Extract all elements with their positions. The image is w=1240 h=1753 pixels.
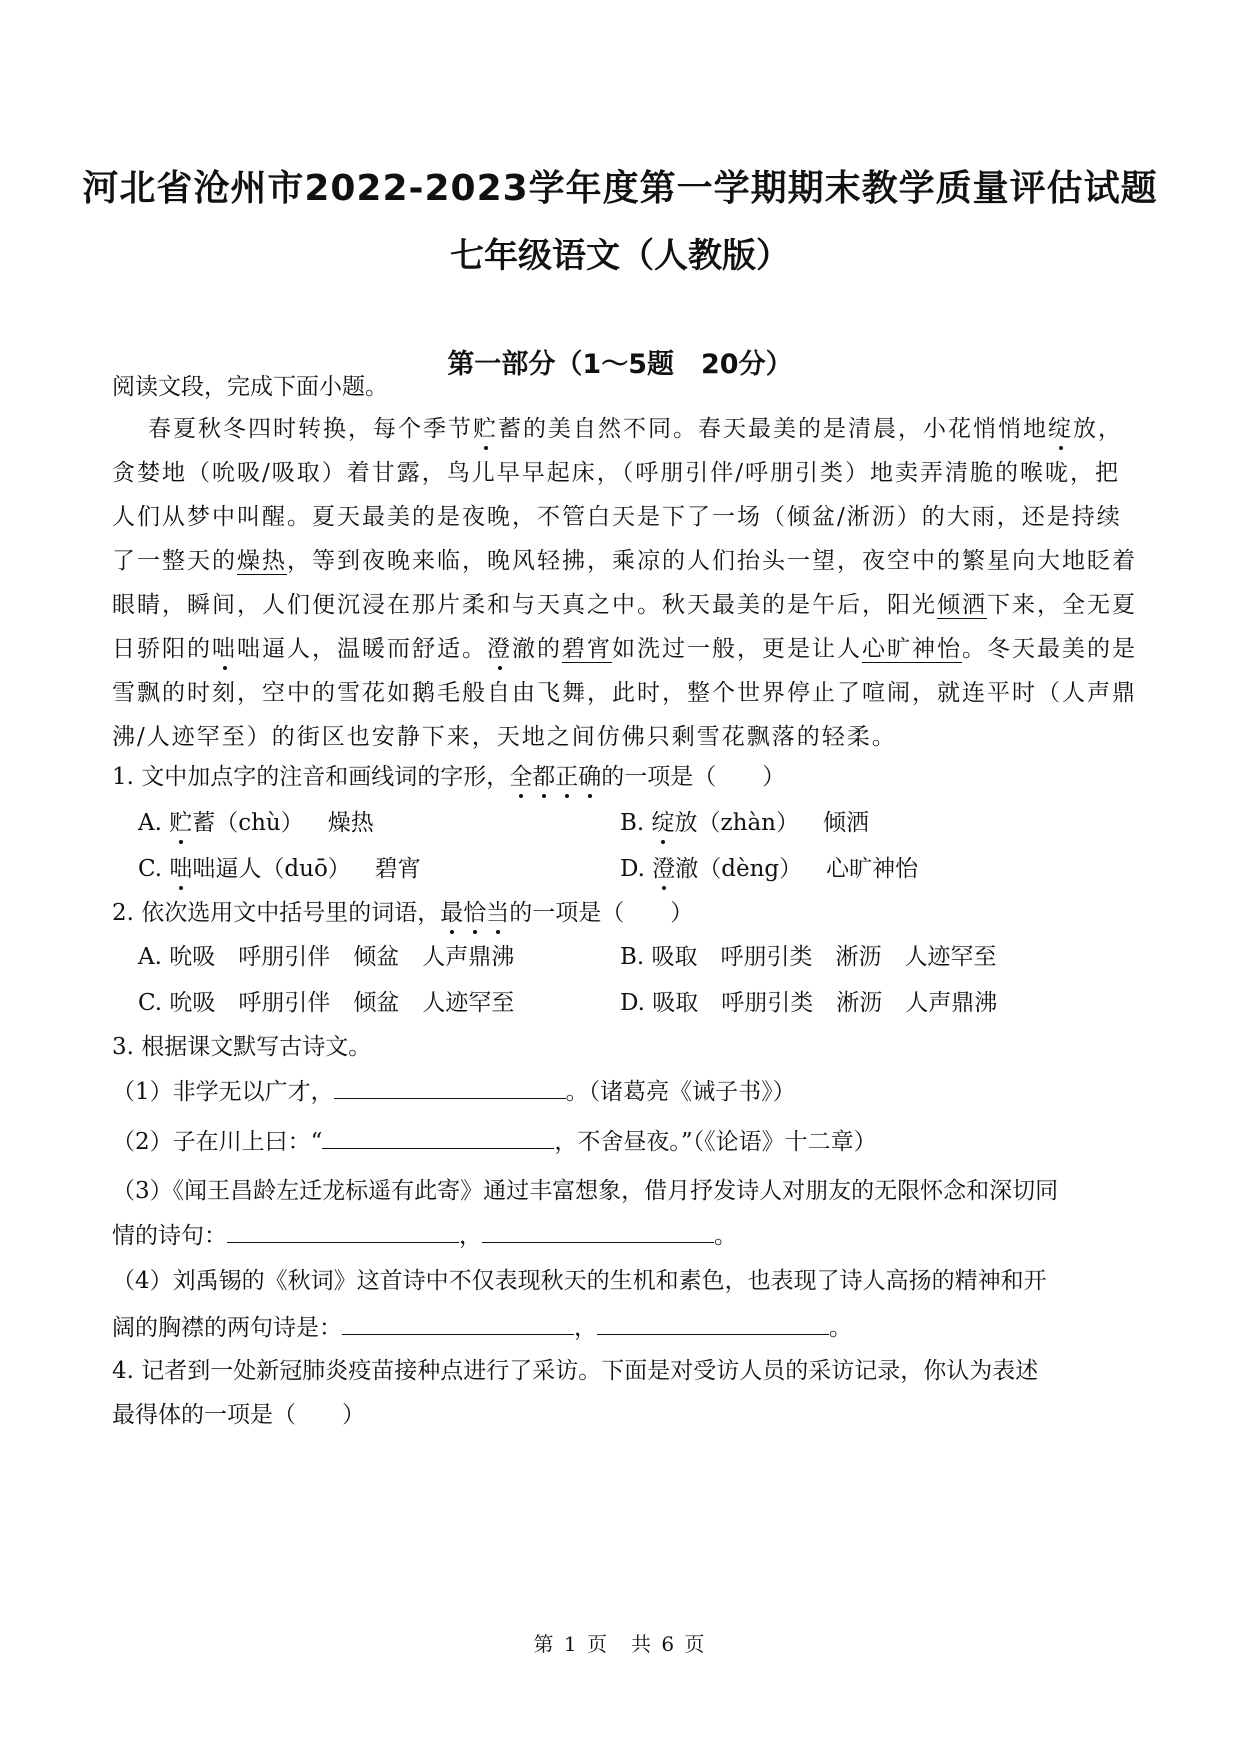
dotted-char: 澄 [652, 856, 676, 882]
question-1-option-a[interactable]: A. 贮蓄（chù） 燥热 [138, 810, 374, 836]
question-3-item-3-cont: 情的诗句： ， 。 [112, 1218, 737, 1253]
dotted-char: 恰 [463, 900, 487, 926]
passage-line: 人们从梦中叫醒。夏天最美的是夜晚，不管白天是下了一场（倾盆/淅沥）的大雨，还是持续 [112, 504, 1122, 530]
question-2-option-c[interactable]: C. 吮吸 呼朋引伴 倾盆 人迹罕至 [138, 990, 515, 1016]
passage-line: 春夏秋冬四时转换，每个季节贮蓄的美自然不同。春天最美的是清晨，小花悄悄地绽放， [148, 416, 1123, 442]
dotted-char: 全 [509, 764, 533, 790]
page-number: 第 1 页 共 6 页 [533, 1632, 707, 1656]
dotted-char: 贮 [473, 416, 498, 442]
passage-line: 雪飘的时刻，空中的雪花如鹅毛般自由飞舞，此时，整个世界停止了喧闹，就连平时（人声鼎 [112, 680, 1137, 706]
dotted-char: 当 [486, 900, 510, 926]
question-3-item-1: （1）非学无以广才， 。（诸葛亮《诫子书》） [112, 1074, 796, 1109]
dotted-char: 都 [532, 764, 556, 790]
answer-blank[interactable] [482, 1218, 714, 1243]
dotted-char: 最 [440, 900, 464, 926]
exam-subtitle: 七年级语文（人教版） [450, 236, 790, 276]
question-1-option-b[interactable]: B. 绽放（zhàn） 倾洒 [620, 810, 869, 836]
dotted-char: 咄 [169, 856, 193, 882]
underlined-word: 燥热 [237, 548, 287, 574]
answer-blank[interactable] [597, 1310, 829, 1335]
question-3-stem: 3. 根据课文默写古诗文。 [112, 1034, 372, 1060]
question-3-item-4: （4）刘禹锡的《秋词》这首诗中不仅表现秋天的生机和素色，也表现了诗人高扬的精神和开 [112, 1268, 1047, 1294]
underlined-word: 碧宵 [562, 636, 612, 662]
question-1-option-d[interactable]: D. 澄澈（dèng） 心旷神怡 [620, 856, 919, 882]
answer-blank[interactable] [322, 1124, 554, 1149]
question-2-option-a[interactable]: A. 吮吸 呼朋引伴 倾盆 人声鼎沸 [138, 944, 515, 970]
question-3-item-2: （2）子在川上曰：“ ，不舍昼夜。”（《论语》十二章） [112, 1124, 877, 1159]
passage-line: 沸/人迹罕至）的街区也安静下来，天地之间仿佛只剩雪花飘落的轻柔。 [112, 724, 897, 750]
part-title: 第一部分（1～5题 20分） [447, 349, 793, 380]
reading-instruction: 阅读文段，完成下面小题。 [112, 374, 388, 400]
question-3-item-4-cont: 阔的胸襟的两句诗是： ， 。 [112, 1310, 852, 1345]
dotted-char: 澄 [487, 636, 512, 662]
question-1-stem: 1. 文中加点字的注音和画线词的字形，全都正确的一项是（ ） [112, 764, 786, 790]
dotted-char: 贮 [169, 810, 193, 836]
question-4-stem: 4. 记者到一处新冠肺炎疫苗接种点进行了采访。下面是对受访人员的采访记录，你认为表述 [112, 1358, 1039, 1384]
question-3-item-3: （3）《闻王昌龄左迁龙标遥有此寄》通过丰富想象，借月抒发诗人对朋友的无限怀念和深切同 [112, 1178, 1059, 1204]
question-4-stem-cont: 最得体的一项是（ ） [112, 1402, 365, 1428]
question-2-option-b[interactable]: B. 吸取 呼朋引类 淅沥 人迹罕至 [620, 944, 997, 970]
answer-blank[interactable] [334, 1074, 566, 1099]
question-1-option-c[interactable]: C. 咄咄逼人（duō） 碧宵 [138, 856, 421, 882]
passage-line: 日骄阳的咄咄逼人，温暖而舒适。澄澈的碧宵如洗过一般，更是让人心旷神怡。冬天最美的是 [112, 636, 1137, 662]
passage-line: 贪婪地（吮吸/吸取）着甘露，鸟儿早早起床，（呼朋引伴/呼朋引类）地卖弄清脆的喉咙，把 [112, 460, 1120, 486]
underlined-word: 倾洒 [937, 592, 987, 618]
question-2-option-d[interactable]: D. 吸取 呼朋引类 淅沥 人声鼎沸 [620, 990, 998, 1016]
question-2-stem: 2. 依次选用文中括号里的词语，最恰当的一项是（ ） [112, 900, 694, 926]
answer-blank[interactable] [227, 1218, 459, 1243]
passage-line: 了一整天的燥热，等到夜晚来临，晚风轻拂，乘凉的人们抬头一望，夜空中的繁星向大地眨着 [112, 548, 1137, 574]
dotted-char: 咄 [212, 636, 237, 662]
answer-blank[interactable] [342, 1310, 574, 1335]
passage-line: 眼睛，瞬间，人们便沉浸在那片柔和与天真之中。秋天最美的是午后，阳光倾洒下来，全无夏 [112, 592, 1137, 618]
dotted-char: 绽 [651, 810, 675, 836]
underlined-word: 心旷神怡 [862, 636, 962, 662]
exam-title: 河北省沧州市2022-2023学年度第一学期期末教学质量评估试题 [82, 168, 1158, 209]
dotted-char: 绽 [1048, 416, 1073, 442]
dotted-char: 确 [578, 764, 602, 790]
dotted-char: 正 [555, 764, 579, 790]
